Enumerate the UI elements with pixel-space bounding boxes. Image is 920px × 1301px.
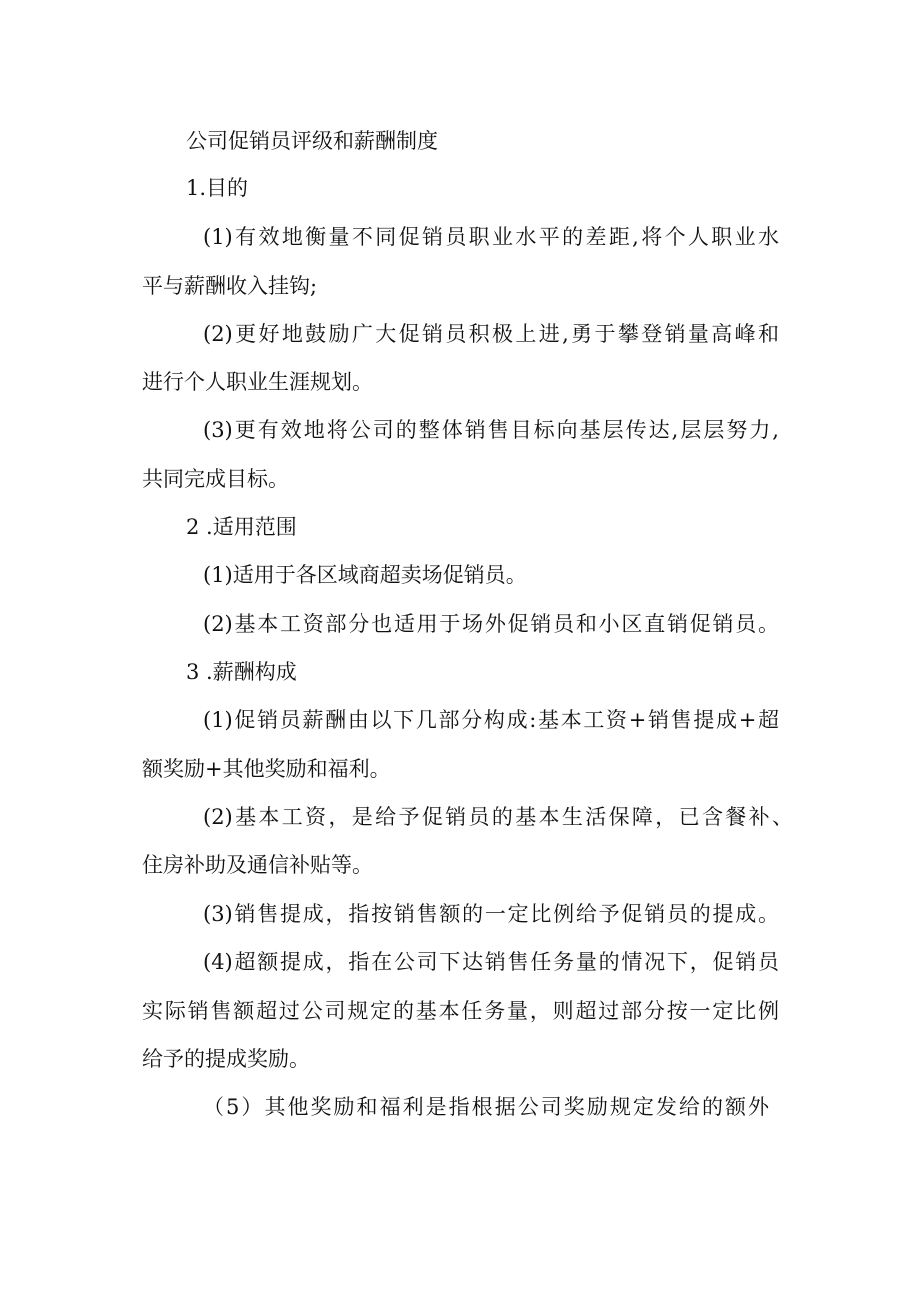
section-2-item-1: (1)适用于各区域商超卖场促销员。	[203, 563, 527, 587]
section-3-item-4-line-2: 实际销售额超过公司规定的基本任务量，则超过部分按一定比例	[142, 999, 779, 1023]
section-3-item-4-line-3: 给予的提成奖励。	[142, 1047, 310, 1071]
section-1-item-2-line-2: 进行个人职业生涯规划。	[142, 370, 373, 394]
section-2-heading: 2 .适用范围	[186, 515, 297, 539]
document-title: 公司促销员评级和薪酬制度	[186, 129, 438, 153]
section-3-item-1-line-2: 额奖励+其他奖励和福利。	[142, 757, 391, 781]
section-3-item-4-line-1: (4)超额提成，指在公司下达销售任务量的情况下，促销员	[203, 950, 779, 974]
section-1-item-3-line-2: 共同完成目标。	[142, 467, 289, 491]
section-1-item-3-line-1: (3)更有效地将公司的整体销售目标向基层传达,层层努力,	[203, 418, 779, 442]
section-3-item-2-line-2: 住房补助及通信补贴等。	[142, 853, 373, 877]
section-3-heading: 3 .薪酬构成	[186, 660, 297, 684]
section-3-item-3: (3)销售提成，指按销售额的一定比例给予促销员的提成。	[203, 902, 779, 926]
section-1-item-2-line-1: (2)更好地鼓励广大促销员积极上进,勇于攀登销量高峰和	[203, 322, 779, 346]
section-1-heading: 1.目的	[186, 176, 249, 200]
section-2-item-2: (2)基本工资部分也适用于场外促销员和小区直销促销员。	[203, 612, 779, 636]
section-1-item-1-line-1: (1)有效地衡量不同促销员职业水平的差距,将个人职业水	[203, 225, 779, 249]
section-3-item-1-line-1: (1)促销员薪酬由以下几部分构成:基本工资+销售提成+超	[203, 708, 779, 732]
section-3-item-2-line-1: (2)基本工资，是给予促销员的基本生活保障，已含餐补、	[203, 805, 793, 829]
section-3-item-5-line-1: （5）其他奖励和福利是指根据公司奖励规定发给的额外	[203, 1095, 769, 1119]
section-1-item-1-line-2: 平与薪酬收入挂钩;	[142, 274, 318, 298]
